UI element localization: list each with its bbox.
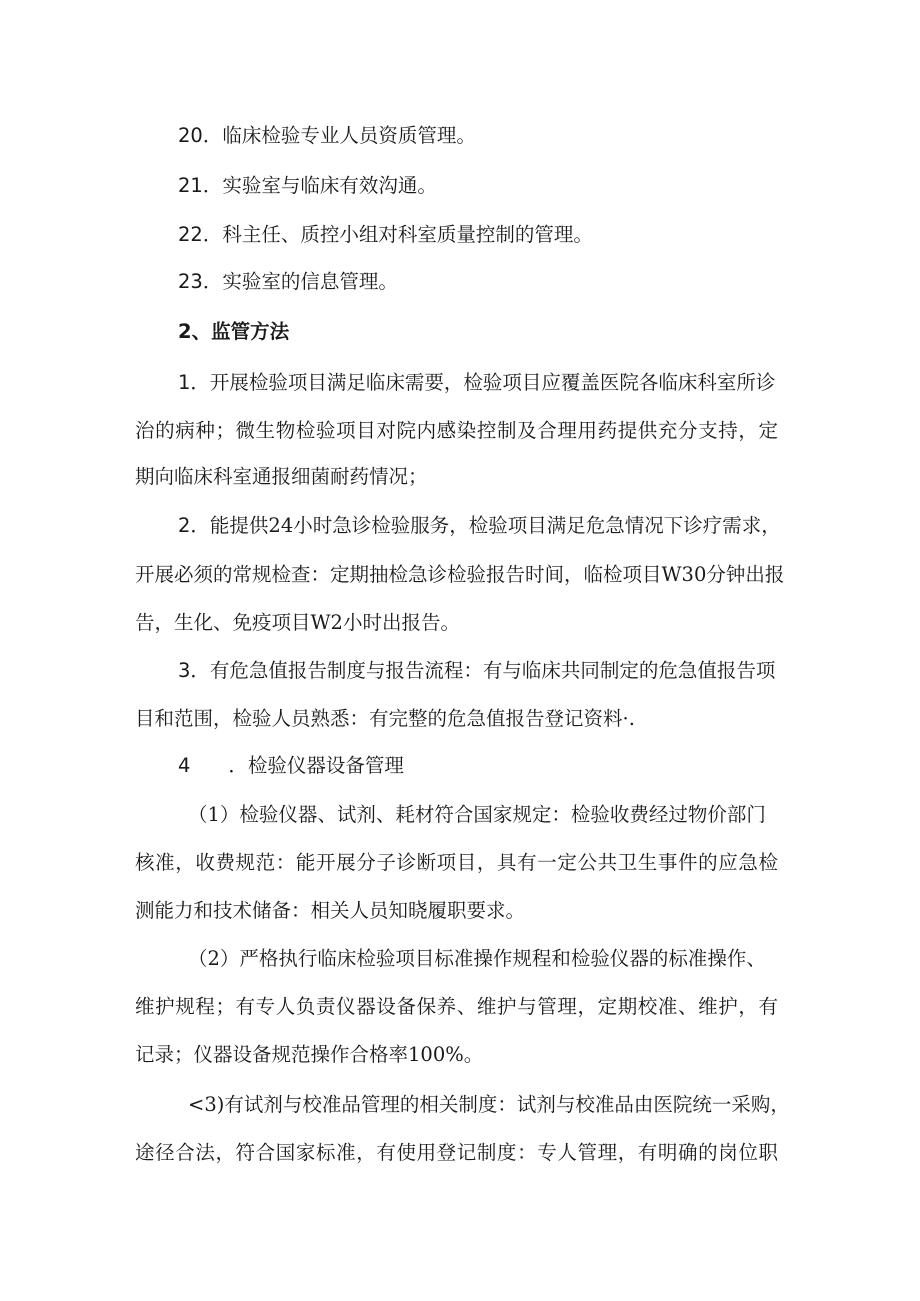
- paragraph-line: 核准，收费规范：能开展分子诊断项目，具有一定公共卫生事件的应急检: [135, 851, 778, 874]
- list-item: [178, 122, 476, 150]
- paragraph-line: 维护规程；有专人负责仪器设备保养、维护与管理，定期校准、维护，有: [135, 995, 778, 1018]
- item-text: ．临床检验专业人员资质管理。: [202, 124, 476, 147]
- paragraph-text: ．有危急值报告制度与报告流程：有与临床共同制定的危急值报告项: [190, 659, 776, 682]
- list-item: [178, 172, 437, 200]
- paragraph-number: 1: [178, 371, 191, 394]
- paragraph-number: 2: [178, 514, 191, 537]
- paragraph-number: 4: [178, 754, 191, 777]
- paragraph-line: [178, 512, 781, 540]
- item-text: ．科主任、质控小组对科室质量控制的管理。: [202, 223, 593, 246]
- paragraph-line: 告，生化、免疫项目W2小时出报告。: [135, 611, 460, 634]
- paragraph-line: [178, 752, 404, 780]
- paragraph-line: 治的病种；微生物检验项目对院内感染控制及合理用药提供充分支持，定: [135, 419, 778, 442]
- paragraph-line: 目和范围，检验人员熟悉：有完整的危急值报告登记资料·.: [135, 707, 635, 730]
- paragraph-line: 途径合法，符合国家标准，有使用登记制度：专人管理，有明确的岗位职: [135, 1141, 778, 1164]
- paragraph-line: （2）严格执行临床检验项目标准操作规程和检验仪器的标准操作、: [188, 947, 766, 970]
- item-number: 23: [178, 270, 203, 293]
- paragraph-line: 开展必须的常规检查：定期抽检急诊检验报告时间，临检项目W30分钟出报: [135, 563, 785, 586]
- section-heading: 2、监管方法: [178, 320, 290, 343]
- list-item: [178, 221, 593, 249]
- item-text: ．实验室的信息管理。: [202, 270, 398, 293]
- paragraph-line: [178, 657, 775, 685]
- item-text: ．实验室与临床有效沟通。: [202, 174, 437, 197]
- paragraph-line: 测能力和技术储备：相关人员知晓履职要求。: [135, 899, 526, 922]
- item-number: 22: [178, 223, 203, 246]
- item-number: 21: [178, 174, 203, 197]
- paragraph-line: （1）检验仪器、试剂、耗材符合国家规定：检验收费经过物价部门: [188, 803, 766, 826]
- paragraph-text: ．检验仪器设备管理: [228, 754, 404, 777]
- paragraph-text: ．能提供24小时急诊检验服务，检验项目满足危急情况下诊疗需求，: [190, 514, 781, 537]
- paragraph-text: ．开展检验项目满足临床需要，检验项目应覆盖医院各临床科室所诊: [190, 371, 776, 394]
- paragraph-line: 记录；仪器设备规范操作合格率100%。: [135, 1043, 484, 1066]
- list-item: [178, 268, 398, 296]
- paragraph-line: [178, 369, 775, 397]
- paragraph-line: <3)有试剂与校准品管理的相关制度：试剂与校准品由医院统一采购，: [188, 1093, 790, 1116]
- paragraph-number: 3: [178, 659, 191, 682]
- item-number: 20: [178, 124, 203, 147]
- paragraph-line: 期向临床科室通报细菌耐药情况；: [135, 465, 428, 488]
